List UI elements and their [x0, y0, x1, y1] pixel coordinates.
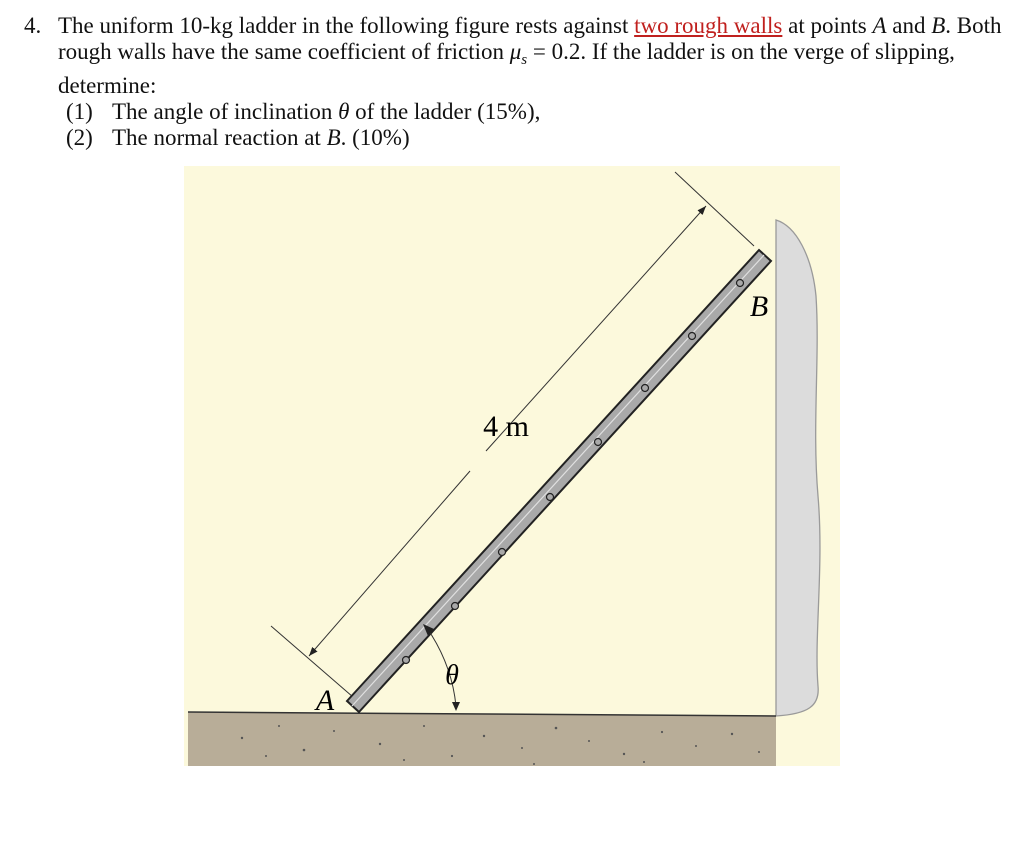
length-label: 4 m [483, 410, 529, 443]
point-b-ref: B [931, 13, 946, 38]
ladder-figure [184, 166, 840, 766]
ladder-rung-hole [499, 549, 506, 556]
ladder-rung-hole [689, 333, 696, 340]
ladder-rung-hole [547, 494, 554, 501]
part-2 [66, 125, 1014, 151]
mu-symbol: μ [509, 39, 522, 64]
point-a-label: A [315, 684, 335, 717]
point-b-label: B [749, 290, 769, 323]
word-and: and [892, 13, 926, 38]
question-number: 4. [24, 13, 42, 38]
wall [776, 220, 820, 716]
question-line [24, 13, 1014, 99]
part-text-pre: The normal reaction at [112, 125, 321, 150]
mu-subscript: s [521, 52, 528, 68]
part-text [112, 99, 540, 125]
friction-text: . Both rough walls have the same coefficient of friction [58, 13, 1002, 64]
problem-statement [24, 13, 1014, 151]
part-text-post: . (10%) [340, 125, 410, 150]
ladder-rung-hole [737, 280, 744, 287]
ladder-diagram [184, 166, 840, 766]
question-text [58, 13, 1014, 99]
question-parts [66, 99, 1014, 151]
ladder-rung-hole [452, 603, 459, 610]
theta-label: θ [445, 660, 459, 691]
theta-ref: θ [338, 99, 350, 124]
friction-value-text: = 0.2. If the ladder is on the verge of slipping, determine: [58, 39, 955, 98]
ladder-rung-hole [403, 657, 410, 664]
ladder-rung-hole [642, 385, 649, 392]
part-text [112, 125, 410, 151]
question-text-intro: The uniform 10-kg ladder in the following figure rests against [58, 13, 629, 38]
part-1 [66, 99, 1014, 125]
question-text-at-points: at points [788, 13, 867, 38]
figure-background [184, 166, 840, 766]
point-b-ref: B [326, 125, 341, 150]
part-number: (1) [66, 99, 93, 124]
ground [188, 712, 776, 766]
part-number: (2) [66, 125, 93, 150]
two-rough-walls-link[interactable]: two rough walls [634, 13, 783, 38]
point-a-ref: A [872, 13, 887, 38]
ladder-rung-hole [595, 439, 602, 446]
part-text-pre: The angle of inclination [112, 99, 333, 124]
part-text-post: of the ladder (15%), [355, 99, 541, 124]
